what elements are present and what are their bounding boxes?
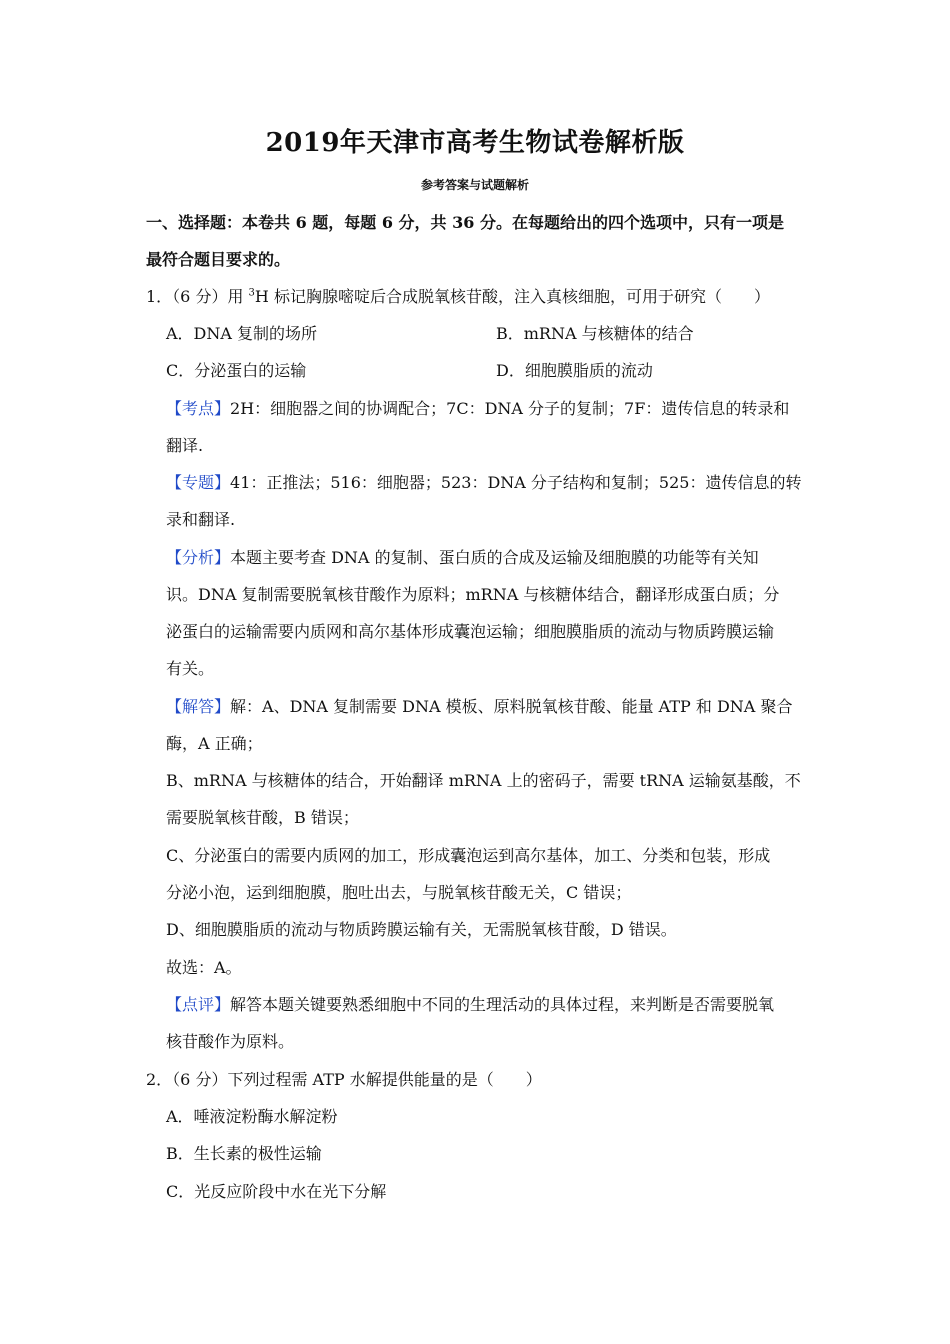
jieda-line-3: B、mRNA 与核糖体的结合，开始翻译 mRNA 上的密码子，需要 tRNA 运输氨基酸，不 <box>166 771 801 790</box>
zhuanti-tag: 【专题】 <box>166 473 231 492</box>
kaodian-line-1: 【考点】2H：细胞器之间的协调配合；7C：DNA 分子的复制；7F：遗传信息的转录和 <box>166 399 790 418</box>
jieda-line-7: D、细胞膜脂质的流动与物质跨膜运输有关，无需脱氧核苷酸，D 错误。 <box>166 920 677 939</box>
kaodian-tag: 【考点】 <box>166 399 231 418</box>
page-subtitle: 参考答案与试题解析 <box>420 178 529 192</box>
dianping-line-1: 【点评】解答本题关键要熟悉细胞中不同的生理活动的具体过程，来判断是否需要脱氧 <box>166 995 775 1014</box>
section-heading-line-2: 最符合题目要求的。 <box>146 250 291 269</box>
dianping-tag: 【点评】 <box>166 995 231 1014</box>
section-heading-line-1: 一、选择题：本卷共 6 题，每题 6 分，共 36 分。在每题给出的四个选项中，只有一项是 <box>146 213 784 232</box>
question-1-option-c: C．分泌蛋白的运输 <box>166 361 307 380</box>
question-2-option-c: C．光反应阶段中水在光下分解 <box>166 1182 387 1201</box>
jieda-line-6: 分泌小泡，运到细胞膜，胞吐出去，与脱氧核苷酸无关，C 错误； <box>166 883 632 902</box>
zhuanti-line-1: 【专题】41：正推法；516：细胞器；523：DNA 分子结构和复制；525：遗传信息的转 <box>166 473 802 492</box>
question-2-option-a: A．唾液淀粉酶水解淀粉 <box>166 1107 338 1126</box>
jieda-tag: 【解答】 <box>166 697 231 716</box>
question-2-stem: 2．（6 分）下列过程需 ATP 水解提供能量的是（ ） <box>146 1070 542 1089</box>
question-1-option-b: B．mRNA 与核糖体的结合 <box>496 324 694 343</box>
question-2-option-b: B．生长素的极性运输 <box>166 1144 322 1163</box>
fenxi-line-2: 识。DNA 复制需要脱氧核苷酸作为原料；mRNA 与核糖体结合，翻译形成蛋白质；分 <box>166 585 780 604</box>
fenxi-line-3: 泌蛋白的运输需要内质网和高尔基体形成囊泡运输；细胞膜脂质的流动与物质跨膜运输 <box>166 622 775 641</box>
question-1-stem: 1．（6 分）用 $^3$H 标记胸腺嘧啶后合成脱氧核苷酸，注入真核细胞，可用于研究（ ） <box>146 287 770 306</box>
kaodian-line-2: 翻译. <box>166 436 204 455</box>
fenxi-line-1: 【分析】本题主要考查 DNA 的复制、蛋白质的合成及运输及细胞膜的功能等有关知 <box>166 548 759 567</box>
dianping-line-2: 核苷酸作为原料。 <box>166 1032 295 1051</box>
fenxi-tag: 【分析】 <box>166 548 231 567</box>
jieda-line-1: 【解答】解：A、DNA 复制需要 DNA 模板、原料脱氧核苷酸、能量 ATP 和 DNA 聚合 <box>166 697 793 716</box>
question-1-option-d: D．细胞膜脂质的流动 <box>496 361 653 380</box>
jieda-line-2: 酶，A 正确； <box>166 734 263 753</box>
jieda-line-5: C、分泌蛋白的需要内质网的加工，形成囊泡运到高尔基体，加工、分类和包装，形成 <box>166 846 771 865</box>
fenxi-line-4: 有关。 <box>166 659 215 678</box>
zhuanti-line-2: 录和翻译. <box>166 510 236 529</box>
jieda-line-4: 需要脱氧核苷酸，B 错误； <box>166 808 359 827</box>
question-1-option-a: A．DNA 复制的场所 <box>166 324 318 343</box>
answer-choice: 故选：A。 <box>166 958 242 977</box>
page-title: 2019年天津市高考生物试卷解析版 <box>265 128 685 158</box>
